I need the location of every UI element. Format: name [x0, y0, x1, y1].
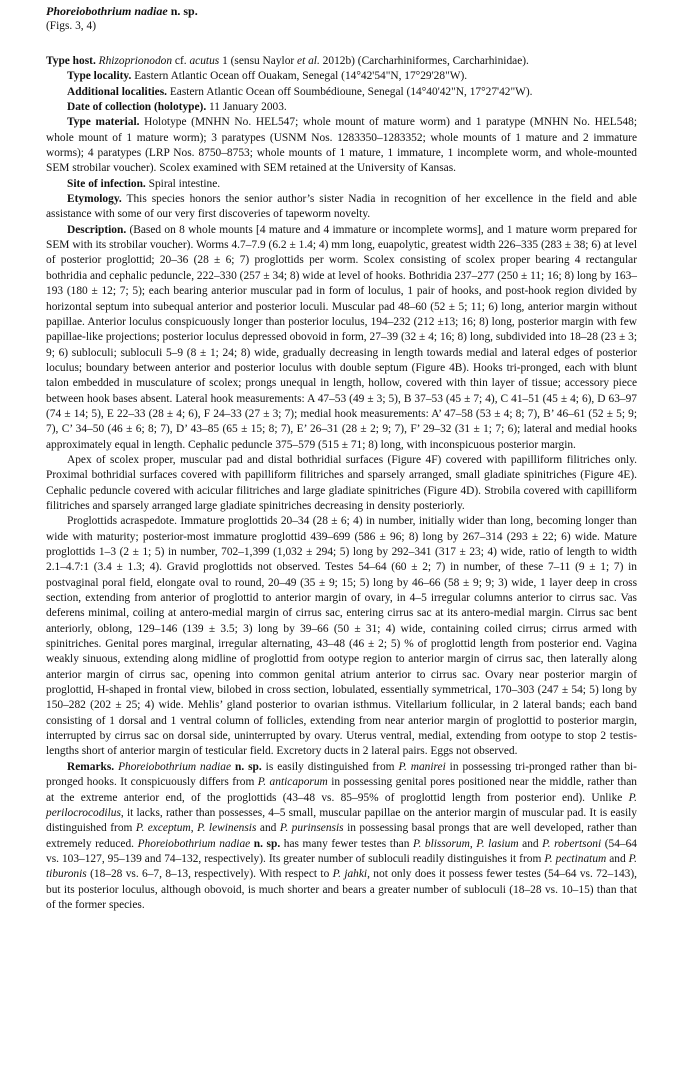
remarks-text: , [469, 837, 477, 850]
species-suffix: n. sp. [167, 4, 198, 18]
description-text: (Based on 8 whole mounts [4 mature and 4 immature or incomplete worms], and 1 mature worm prepared for SEM with its strobilar voucher). Worms 4.7–7.9 (6.2 ± 1.4; 4) mm long, euapolytic, greatest width 226–335 (283 ± 38; 6) at level of posterior proglottid; 20–36 (28 ± 6; 7) proglottids per worm. Scolex consisting of scolex proper bearing 4 rectangular bothridia and cephalic peduncle, 222–330 (257 ± 34; 8) wide at level of hooks. Bothridia 237–277 (250 ± 11; 16; 8) long by 163–193 (180 ± 12; 7; 5); each bearing anterior muscular pad in form of loculus, 1 pair of hooks, and post-hook region divided by horizontal septum into subequal anterior and posterior loculi. Muscular pad 48–60 (52 ± 5; 11; 6) long, anterior margin without papillae. Anterior loculus conspicuously longer than posterior loculus, 194–232 (212 ±13; 16; 8) long, posterior margin with few papillae-like projections; posterior loculus depressed obovoid in form, 27–39 (32 ± 4; 16; 8) long, subdivided into 18–28 (23 ± 3; 9; 6) subloculi; subloculi 5–9 (8 ± 1; 24; 8) wide, gradually decreasing in length towards medial and lateral edges of posterior loculus; boundary between anterior and posterior loculus with double septum (Figure 4B). Hooks tri-pronged, each with blunt talon embedded in musculature of scolex; prongs unequal in length, hollow, covered with thin layer of tissue; accessory piece between hook bases absent. Lateral hook measurements: A 47–53 (49 ± 3; 5), B 37–53 (45 ± 7; 4), C 41–51 (45 ± 4; 6), D 63–97 (74 ± 14; 5), E 22–33 (28 ± 4; 6), F 24–33 (27 ± 3; 7); medial hook measurements: A’ 47–58 (53 ± 4; 8; 7), B’ 46–61 (52 ± 5; 9; 7), C’ 34–50 (46 ± 6; 8; 7), D’ 43–85 (65 ± 15; 8; 7), E’ 26–31 (28 ± 2; 9; 7), F’ 29–32 (31 ± 1; 7; 6); lateral and medial hooks approximately equal in length. Cephalic peduncle 375–579 (515 ± 71; 8) long, with inconspicuous posterior margin. [46, 223, 637, 451]
date-of-collection-paragraph [46, 100, 637, 115]
additional-localities-text: Eastern Atlantic Ocean off Soumbédioune, Senegal (14°40'42"N, 17°27'42"W). [167, 85, 533, 98]
remarks-text: in possessing basal prongs that are well developed, rather than extremely reduced. [46, 822, 637, 850]
additional-localities-paragraph [46, 85, 637, 100]
species-mention: P. blissorum [412, 837, 470, 850]
species-mention: P. lewinensis [197, 822, 257, 835]
remarks-text: , it lacks, rather than possesses, 4–5 small, muscular papillae on the anterior margin of muscular pad. It is easily distinguished from [46, 806, 637, 835]
remarks-text: and [518, 837, 543, 850]
remarks-text: has many fewer testes than [280, 837, 413, 850]
remarks-text: (18–28 vs. 6–7, 8–13, respectively). With respect to [86, 868, 333, 881]
type-locality-heading: Type locality. [67, 70, 132, 83]
host-genus: Rhizoprionodon [95, 55, 173, 67]
etymology-text: This species honors the senior author’s sister Nadia in recognition of her excellence in the field and able assistance with some of our very first discoveries of tapeworm novelty. [46, 193, 637, 221]
species-mention: P. anticaporum [257, 776, 328, 789]
etymology-heading: Etymology. [67, 193, 122, 206]
type-locality-paragraph [46, 69, 637, 84]
description-heading: Description. [67, 223, 127, 236]
remarks-paragraph [46, 760, 637, 913]
species-mention: P. purinsensis [279, 822, 344, 835]
remarks-text: and [256, 822, 280, 835]
date-of-collection-heading: Date of collection (holotype). [67, 101, 207, 114]
host-cf: cf. [172, 55, 190, 67]
species-mention: P. lasium [476, 837, 519, 850]
etymology-paragraph [46, 192, 637, 223]
microtriches-paragraph: Apex of scolex proper, muscular pad and distal bothridial surfaces (Figure 4F) covered with papilliform filitriches only. Proximal bothridial surfaces covered with papilliform filitriches and sparsely arranged, small gladiate spinitriches (Figure 4E). Cephalic peduncle covered with acicular filitriches and large gladiate spinitriches (Figure 4D). Strobila covered with capilliform filitriches and sparsely arranged large gladiate spinitriches decreasing in density posteriorly. [46, 453, 637, 512]
species-mention: P. pectinatum [544, 852, 607, 865]
species-mention: P. exceptum [135, 822, 191, 835]
et-al: et al. [297, 55, 320, 67]
additional-localities-heading: Additional localities. [67, 85, 167, 98]
species-mention: P. manirei [398, 760, 446, 773]
species-mention: Phoreiobothrium nadiae [114, 760, 232, 773]
remarks-text: (54–64 vs. 103–127, 95–139 and 74–132, respectively). Its greater number of subloculi readily distinguishes it from [46, 837, 637, 865]
species-title [46, 4, 637, 19]
species-name: Phoreiobothrium nadiae [46, 4, 168, 18]
type-material-paragraph [46, 115, 637, 176]
remarks-text: , not only does it possess fewer testes (54–64 vs. 72–143), but its posterior loculus, although obovoid, is much shorter and bears a greater number of subloculi (18–28 vs. 10–15) than that of the former species. [46, 868, 637, 911]
species-mention: P. perilocrocodilus [46, 791, 637, 819]
remarks-text: is easily distinguished from [261, 760, 399, 773]
species-mention: P. jahki [332, 868, 368, 881]
remarks-text: in possessing tri-pronged rather than bi-pronged hooks. It conspicuously differs from [46, 760, 637, 789]
type-host-paragraph [46, 54, 637, 69]
type-material-text: Holotype (MNHN No. HEL547; whole mount of mature worm) and 1 paratype (MNHN No. HEL548; whole mount of 1 mature worm); 3 paratypes (USNM Nos. 1283350–1283352; whole mounts of 1 mature and 2 immature worms); 4 paratypes (LRP Nos. 8750–8753; whole mounts of 1 mature, 1 immature, 1 incomplete worm, and whole-mounted SEM strobilar voucher). Scolex examined with SEM retained at the University of Kansas. [46, 116, 637, 175]
nsp-mention: n. sp. [231, 760, 262, 773]
type-material-heading: Type material. [67, 116, 140, 129]
figure-reference: (Figs. 3, 4) [46, 20, 96, 32]
remarks-text: , [190, 822, 198, 835]
host-text-2: 2012b) (Carcharhiniformes, Carcharhinidae). [319, 55, 529, 67]
site-of-infection-paragraph [46, 177, 637, 192]
date-of-collection-text: 11 January 2003. [206, 101, 287, 114]
species-mention: P. tiburonis [46, 852, 637, 881]
site-of-infection-text: Spiral intestine. [145, 177, 221, 190]
species-mention: Phoreiobothrium nadiae [137, 837, 251, 850]
remarks-heading: Remarks. [67, 760, 115, 773]
remarks-text: and [606, 852, 629, 865]
host-text: 1 (sensu Naylor [219, 55, 298, 67]
nsp-mention: n. sp. [250, 837, 281, 850]
proglottids-paragraph: Proglottids acraspedote. Immature proglottids 20–34 (28 ± 6; 4) in number, initially wider than long, becoming longer than wide with maturity; posterior-most immature proglottid 439–699 (586 ± 96; 8) long by 267–314 (293 ± 22; 6) wide. Mature proglottids 1–3 (2 ± 1; 5) in number, 702–1,399 (1,032 ± 294; 5) long by 292–341 (317 ± 23; 4) wide, ratio of length to width 2.1–4.7:1 (3.4 ± 1.3; 4). Gravid proglottids not observed. Testes 54–64 (60 ± 2; 7) in number, of these 7–11 (9 ± 1; 7) in postvaginal poral field, elongate oval to round, 20–49 (35 ± 9; 15; 5) long by 46–66 (58 ± 9; 9; 3) wide, 1 layer deep in cross section, extending from anterior of proglottid to anterior margin of ovary, in 4–5 irregular columns anterior to cirrus sac. Vas deferens minimal, coiling at antero-medial margin of cirrus sac, entering cirrus sac at its antero-medial margin. Cirrus sac bent anteriorly, oblong, 129–146 (139 ± 3.5; 3) long by 39–66 (50 ± 31; 4) wide, containing coiled cirrus; cirrus armed with spinitriches. Genital pores marginal, irregular alternating, 43–48 (46 ± 2; 5) % of proglottid length from posterior end. Vagina weakly sinuous, extending along midline of proglottid from ootype region to anterior margin of cirrus sac, then laterally along anterior margin of cirrus sac, opening into common genital atrium anterior to cirrus sac. Ovary near posterior margin of proglottid, H-shaped in frontal view, bilobed in cross section, lobulated, essentially symmetrical, 170–303 (247 ± 54; 5) long by 150–282 (202 ± 25; 4) wide. Mehlis’ gland posterior to ovarian isthmus. Vitellarium follicular, in 2 lateral bands; each band consisting of 1 dorsal and 1 ventral column of follicles, extending from near anterior margin of proglottid to posterior margin, interrupted by cirrus sac on dorsal side, uninterrupted by ovary. Uterus ventral, medial, extending from ootype to stop 2 testis-lengths short of anterior margin of testicular field. Excretory ducts in 2 lateral pairs. Eggs not observed. [46, 515, 637, 758]
remarks-text: in possessing genital pores positioned near the middle, rather than at the extreme anterior end, of the proglottids (43–48 vs. 85–95% of proglottid length from posterior end). Unlike [46, 776, 637, 804]
host-species: acutus [189, 55, 220, 67]
type-locality-text: Eastern Atlantic Ocean off Ouakam, Senegal (14°42'54"N, 17°29'28"W). [131, 70, 468, 83]
type-host-heading: Type host. [46, 55, 96, 67]
site-of-infection-heading: Site of infection. [67, 177, 146, 190]
description-paragraph [46, 223, 637, 453]
species-mention: P. robertsoni [542, 837, 602, 850]
